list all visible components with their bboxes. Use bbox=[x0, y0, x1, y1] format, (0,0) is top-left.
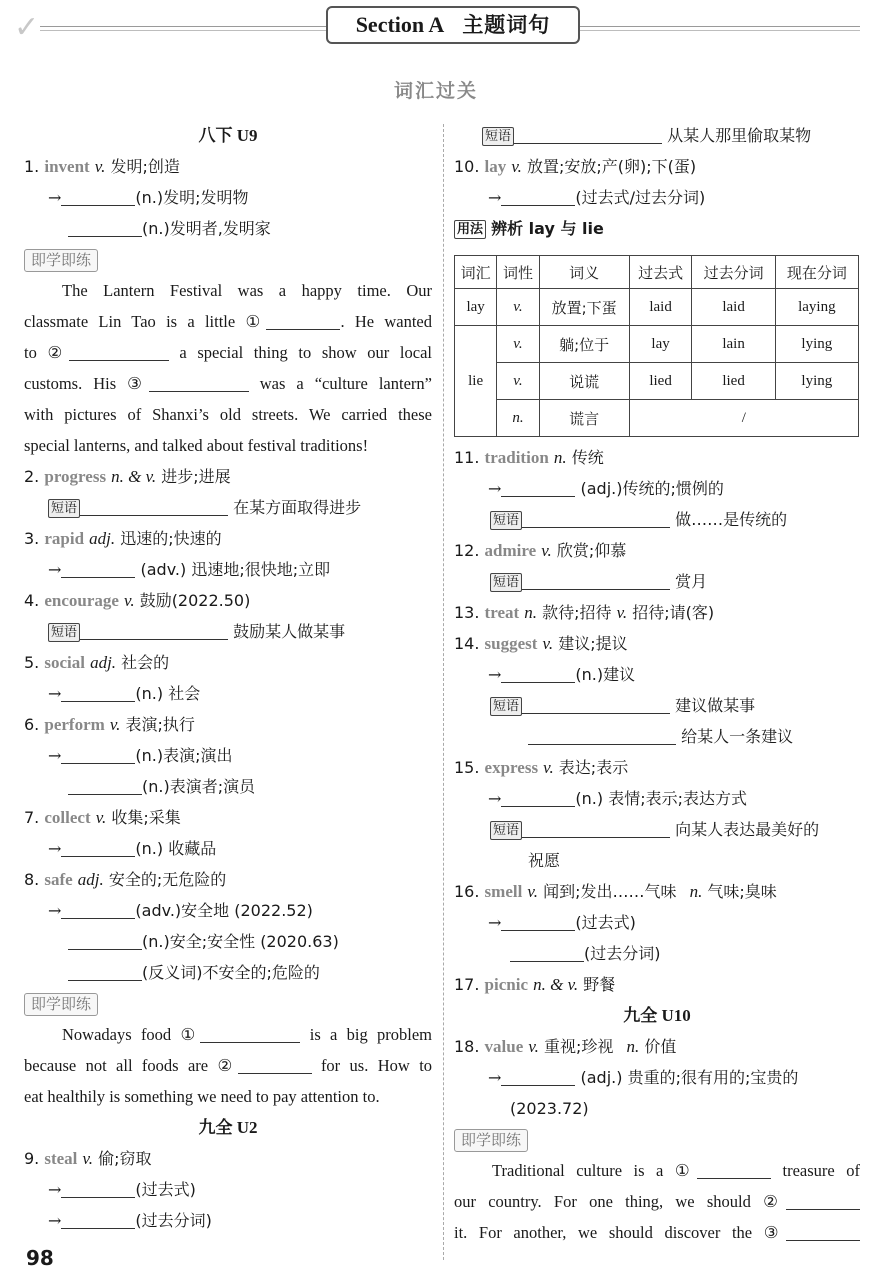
left-column bbox=[24, 120, 432, 1236]
answer-blank[interactable] bbox=[501, 912, 575, 931]
answer-blank[interactable] bbox=[61, 745, 135, 764]
derivative-line bbox=[24, 926, 432, 957]
derivative-line: → (adj.) 贵重的;很有用的;宝贵的 bbox=[488, 1068, 799, 1087]
table-cell: 躺;位于 bbox=[539, 326, 629, 363]
table-cell: v. bbox=[497, 363, 539, 400]
item-word: tradition bbox=[484, 448, 549, 467]
table-header-row bbox=[455, 256, 859, 289]
derivative-text: (n.)发明;发明物 bbox=[135, 188, 249, 207]
item-pos: v. bbox=[541, 541, 552, 560]
table-cell: n. bbox=[497, 400, 539, 437]
answer-blank[interactable] bbox=[68, 218, 142, 237]
item-word: safe bbox=[44, 870, 73, 889]
derivative-text: (n.) 收藏品 bbox=[135, 839, 217, 858]
item-word: rapid bbox=[44, 529, 85, 548]
section-header bbox=[326, 6, 580, 44]
item-number: 18. bbox=[454, 1037, 480, 1056]
answer-blank[interactable] bbox=[522, 819, 670, 838]
table-cell: lying bbox=[775, 363, 858, 400]
table-cell: lay bbox=[455, 289, 497, 326]
derivative-line: → (adv.)安全地 (2022.52) bbox=[48, 901, 313, 920]
unit-heading: 八下 U9 bbox=[198, 126, 258, 145]
item-number: 11. bbox=[454, 448, 480, 467]
answer-blank[interactable] bbox=[786, 1222, 860, 1241]
para-text: Traditional culture is a ① bbox=[492, 1161, 698, 1180]
derivative-line bbox=[454, 938, 860, 969]
answer-blank[interactable] bbox=[786, 1191, 860, 1210]
paragraph-line bbox=[24, 1019, 432, 1050]
answer-blank[interactable] bbox=[522, 571, 670, 590]
item-word: encourage bbox=[44, 591, 119, 610]
para-text: a special thing to show our local bbox=[179, 343, 432, 362]
phrase-line bbox=[24, 616, 432, 647]
derivative-text: (过去式/过去分词) bbox=[575, 188, 706, 207]
item-word: value bbox=[484, 1037, 524, 1056]
paragraph-line bbox=[24, 306, 432, 337]
table-cell: lay bbox=[629, 326, 692, 363]
phrase-meaning: 做……是传统的 bbox=[675, 510, 788, 529]
item-meaning: 野餐 bbox=[583, 975, 616, 994]
table-row bbox=[455, 289, 859, 326]
answer-blank[interactable] bbox=[61, 1179, 135, 1198]
para-text: treasure of bbox=[782, 1161, 860, 1180]
phrase-meaning: 建议做某事 bbox=[675, 696, 756, 715]
item-number: 17. bbox=[454, 975, 480, 994]
phrase-tag: 短语 bbox=[48, 623, 80, 642]
phrase-continuation: 祝愿 bbox=[528, 851, 561, 870]
item-meaning: 安全的;无危险的 bbox=[108, 870, 227, 889]
item-pos: v. bbox=[511, 157, 522, 176]
item-word: steal bbox=[44, 1149, 78, 1168]
answer-blank[interactable] bbox=[501, 788, 575, 807]
item-meaning: 欣赏;仰慕 bbox=[556, 541, 627, 560]
phrase-meaning: 向某人表达最美好的 bbox=[675, 820, 820, 839]
paragraph-line bbox=[24, 368, 432, 399]
item-pos: v. bbox=[616, 603, 628, 622]
item-pos: adj. bbox=[90, 653, 117, 672]
vocab-item-suggest bbox=[454, 628, 860, 659]
answer-blank[interactable] bbox=[149, 373, 249, 392]
table-cell: / bbox=[629, 400, 858, 437]
phrase-line bbox=[24, 492, 432, 523]
answer-blank[interactable] bbox=[68, 931, 142, 950]
derivative-line: → (过去式/过去分词) bbox=[488, 188, 706, 207]
answer-blank[interactable] bbox=[80, 621, 228, 640]
answer-blank[interactable] bbox=[61, 1210, 135, 1229]
paragraph-line bbox=[24, 337, 432, 368]
table-cell: lied bbox=[629, 363, 692, 400]
para-text: was a “culture lantern” bbox=[259, 374, 432, 393]
derivative-line: → (n.)建议 bbox=[488, 665, 636, 684]
derivative-text: (n.)表演;演出 bbox=[135, 746, 233, 765]
item-word: invent bbox=[44, 157, 90, 176]
vocab-item-progress bbox=[24, 461, 432, 492]
item-meaning: 社会的 bbox=[121, 653, 170, 672]
vocab-item-express bbox=[454, 752, 860, 783]
item-pos: n. bbox=[689, 882, 703, 901]
item-pos: n. bbox=[524, 603, 537, 622]
item-number: 8. bbox=[24, 870, 40, 889]
vocab-item-smell bbox=[454, 876, 860, 907]
table-cell: lie bbox=[455, 326, 497, 437]
item-number: 4. bbox=[24, 591, 40, 610]
item-meaning: 迅速的;快速的 bbox=[120, 529, 222, 548]
table-row bbox=[455, 326, 859, 363]
table-cell: v. bbox=[497, 326, 539, 363]
header-rule-left bbox=[40, 26, 326, 27]
item-pos: n. & v. bbox=[111, 467, 157, 486]
phrase-tag: 短语 bbox=[490, 697, 522, 716]
item-pos: n. & v. bbox=[533, 975, 579, 994]
answer-blank[interactable] bbox=[69, 342, 169, 361]
item-word: express bbox=[484, 758, 539, 777]
derivative-text: (过去式) bbox=[135, 1180, 196, 1199]
vocab-item-collect bbox=[24, 802, 432, 833]
para-text: for us. How to bbox=[320, 1056, 433, 1075]
answer-blank[interactable] bbox=[522, 695, 670, 714]
derivative-text: (adv.) 迅速地;很快地;立即 bbox=[140, 560, 331, 579]
table-header: 词性 bbox=[497, 256, 539, 289]
derivative-line: → (n.)表演;演出 bbox=[48, 746, 233, 765]
answer-blank[interactable] bbox=[238, 1055, 312, 1074]
vocab-item-encourage bbox=[24, 585, 432, 616]
item-number: 6. bbox=[24, 715, 40, 734]
practice-row bbox=[454, 1124, 860, 1155]
item-meaning: 偷;窃取 bbox=[98, 1149, 152, 1168]
derivative-text: (adj.) 贵重的;很有用的;宝贵的 bbox=[580, 1068, 799, 1087]
item-number: 7. bbox=[24, 808, 40, 827]
answer-blank[interactable] bbox=[200, 1024, 300, 1043]
item-number: 2. bbox=[24, 467, 40, 486]
item-word: collect bbox=[44, 808, 91, 827]
phrase-line bbox=[454, 690, 860, 721]
derivative-text: (过去分词) bbox=[135, 1211, 212, 1230]
item-meaning: 闻到;发出……气味 bbox=[543, 882, 677, 901]
header-rule-right bbox=[578, 26, 860, 27]
table-header: 过去式 bbox=[629, 256, 692, 289]
para-text: Nowadays food ① bbox=[62, 1025, 201, 1044]
answer-blank[interactable] bbox=[266, 311, 340, 330]
derivative-text: (n.) 社会 bbox=[135, 684, 201, 703]
item-number: 14. bbox=[454, 634, 480, 653]
item-meaning: 发明;创造 bbox=[110, 157, 180, 176]
table-row bbox=[455, 363, 859, 400]
section-label: Section A bbox=[355, 12, 445, 37]
usage-heading bbox=[454, 213, 860, 244]
item-pos: v. bbox=[95, 808, 107, 827]
phrase-line bbox=[454, 814, 860, 845]
table-cell: laid bbox=[692, 289, 775, 326]
item-word: progress bbox=[44, 467, 107, 486]
answer-blank[interactable] bbox=[501, 664, 575, 683]
phrase-meaning: 在某方面取得进步 bbox=[233, 498, 362, 517]
paragraph-line: The Lantern Festival was a happy time. Our bbox=[62, 281, 432, 300]
derivative-line: → (过去式) bbox=[48, 1180, 196, 1199]
item-pos: v. bbox=[124, 591, 135, 610]
answer-blank[interactable] bbox=[528, 726, 676, 745]
practice-row bbox=[24, 988, 432, 1019]
table-cell: v. bbox=[497, 289, 539, 326]
derivative-line bbox=[24, 771, 432, 802]
column-divider bbox=[443, 124, 444, 1260]
paragraph-line bbox=[454, 1155, 860, 1186]
derivative-text: (adv.)安全地 (2022.52) bbox=[135, 901, 313, 920]
vocab-item-rapid bbox=[24, 523, 432, 554]
vocab-item-perform bbox=[24, 709, 432, 740]
item-meaning: 招待;请(客) bbox=[632, 603, 715, 622]
phrase-line bbox=[454, 566, 860, 597]
answer-blank[interactable] bbox=[80, 497, 228, 516]
derivative-line: → (n.) 表情;表示;表达方式 bbox=[488, 789, 747, 808]
item-pos: v. bbox=[528, 1037, 539, 1056]
item-meaning: 传统 bbox=[571, 448, 604, 467]
item-number: 1. bbox=[24, 157, 40, 176]
table-header: 现在分词 bbox=[775, 256, 858, 289]
answer-blank[interactable] bbox=[61, 838, 135, 857]
phrase-line bbox=[454, 504, 860, 535]
section-topic: 主题词句 bbox=[462, 13, 551, 37]
table-cell: 谎言 bbox=[539, 400, 629, 437]
paragraph-line bbox=[454, 1186, 860, 1217]
practice-row bbox=[24, 244, 432, 275]
vocab-item-steal bbox=[24, 1143, 432, 1174]
item-number: 16. bbox=[454, 882, 480, 901]
para-text: . He wanted bbox=[340, 312, 433, 331]
item-meaning: 款待;招待 bbox=[542, 603, 612, 622]
vocab-item-lay bbox=[454, 151, 860, 182]
paragraph-line: with pictures of Shanxi’s old streets. We carried these bbox=[24, 405, 432, 424]
item-word: smell bbox=[484, 882, 523, 901]
table-cell: laid bbox=[629, 289, 692, 326]
derivative-text: (adj.)传统的;惯例的 bbox=[580, 479, 724, 498]
para-text: is a big problem bbox=[309, 1025, 433, 1044]
phrase-line bbox=[454, 721, 860, 752]
phrase-tag: 短语 bbox=[482, 127, 514, 146]
item-meaning: 鼓励(2022.50) bbox=[139, 591, 251, 610]
vocab-item-admire bbox=[454, 535, 860, 566]
derivative-line: → (过去式) bbox=[488, 913, 636, 932]
vocab-item-safe bbox=[24, 864, 432, 895]
answer-blank[interactable] bbox=[501, 1067, 575, 1086]
phrase-tag: 短语 bbox=[48, 499, 80, 518]
item-meaning: 表演;执行 bbox=[125, 715, 195, 734]
phrase-meaning: 从某人那里偷取某物 bbox=[667, 126, 812, 145]
item-meaning: 放置;安放;产(卵);下(蛋) bbox=[527, 157, 697, 176]
item-number: 3. bbox=[24, 529, 40, 548]
answer-blank[interactable] bbox=[68, 962, 142, 981]
answer-blank[interactable] bbox=[522, 509, 670, 528]
item-pos: adj. bbox=[77, 870, 104, 889]
table-cell: laying bbox=[775, 289, 858, 326]
item-pos: v. bbox=[542, 634, 554, 653]
phrase-tag: 短语 bbox=[490, 821, 522, 840]
item-pos: v. bbox=[527, 882, 538, 901]
phrase-line bbox=[454, 120, 860, 151]
item-meaning: 建议;提议 bbox=[558, 634, 628, 653]
item-pos: v. bbox=[82, 1149, 94, 1168]
table-cell: lied bbox=[692, 363, 775, 400]
item-pos: n. bbox=[626, 1037, 640, 1056]
derivative-line bbox=[24, 213, 432, 244]
answer-blank[interactable] bbox=[61, 559, 135, 578]
table-header: 词义 bbox=[539, 256, 629, 289]
item-word: picnic bbox=[484, 975, 528, 994]
derivative-text: (过去式) bbox=[575, 913, 636, 932]
item-number: 15. bbox=[454, 758, 480, 777]
para-text: because not all foods are ② bbox=[24, 1056, 238, 1075]
para-text: our country. For one thing, we should ② bbox=[454, 1192, 786, 1211]
item-pos: v. bbox=[109, 715, 121, 734]
answer-blank[interactable] bbox=[697, 1160, 771, 1179]
derivative-text: (n.)安全;安全性 (2020.63) bbox=[142, 932, 339, 951]
lay-lie-table bbox=[454, 255, 859, 437]
table-row bbox=[455, 400, 859, 437]
vocab-item-social bbox=[24, 647, 432, 678]
practice-label: 即学即练 bbox=[24, 249, 98, 272]
right-column-top bbox=[454, 120, 860, 244]
practice-label: 即学即练 bbox=[454, 1129, 528, 1152]
right-column-bottom bbox=[454, 442, 860, 1248]
item-number: 9. bbox=[24, 1149, 40, 1168]
check-mark-icon: ✓ bbox=[14, 10, 40, 45]
item-meaning: 价值 bbox=[644, 1037, 677, 1056]
item-word: lay bbox=[484, 157, 507, 176]
item-pos: n. bbox=[553, 448, 567, 467]
paragraph-line bbox=[454, 1217, 860, 1248]
vocab-title: 词汇过关 bbox=[393, 80, 478, 102]
answer-blank[interactable] bbox=[68, 776, 142, 795]
item-number: 5. bbox=[24, 653, 40, 672]
item-word: social bbox=[44, 653, 85, 672]
vocab-item-value bbox=[454, 1031, 860, 1062]
derivative-line: → (n.) 收藏品 bbox=[48, 839, 217, 858]
para-text: customs. His ③ bbox=[24, 374, 149, 393]
para-text: it. For another, we should discover the ③ bbox=[454, 1223, 786, 1242]
item-word: treat bbox=[484, 603, 520, 622]
header-rule-right-thin bbox=[578, 30, 860, 31]
answer-blank[interactable] bbox=[501, 478, 575, 497]
usage-title: 辨析 lay 与 lie bbox=[491, 219, 604, 238]
answer-blank[interactable] bbox=[510, 943, 584, 962]
derivative-text: (过去分词) bbox=[584, 944, 661, 963]
item-word: perform bbox=[44, 715, 105, 734]
para-text: to ② bbox=[24, 343, 69, 362]
item-meaning: 气味;臭味 bbox=[707, 882, 777, 901]
paragraph-line: special lanterns, and talked about festival traditions! bbox=[24, 436, 369, 455]
vocab-item-treat bbox=[454, 597, 860, 628]
answer-blank[interactable] bbox=[61, 900, 135, 919]
derivative-text: (反义词)不安全的;危险的 bbox=[142, 963, 320, 982]
table-cell: 放置;下蛋 bbox=[539, 289, 629, 326]
paragraph-line: eat healthily is something we need to pay attention to. bbox=[24, 1087, 380, 1106]
item-pos: v. bbox=[94, 157, 106, 176]
vocab-item-invent bbox=[24, 151, 432, 182]
derivative-text: (n.)表演者;演员 bbox=[142, 777, 256, 796]
phrase-meaning: 赏月 bbox=[675, 572, 708, 591]
derivative-line: → (n.) 社会 bbox=[48, 684, 201, 703]
unit-heading: 九全 U10 bbox=[623, 1006, 691, 1025]
answer-blank[interactable] bbox=[61, 187, 135, 206]
table-cell: lying bbox=[775, 326, 858, 363]
item-number: 12. bbox=[454, 541, 480, 560]
vocab-item-picnic bbox=[454, 969, 860, 1000]
page-number: 98 bbox=[26, 1246, 54, 1270]
derivative-line: → (n.)发明;发明物 bbox=[48, 188, 249, 207]
table-header: 词汇 bbox=[455, 256, 497, 289]
unit-heading: 九全 U2 bbox=[198, 1118, 258, 1137]
answer-blank[interactable] bbox=[514, 125, 662, 144]
para-text: classmate Lin Tao is a little ① bbox=[24, 312, 267, 331]
item-meaning: 重视;珍视 bbox=[544, 1037, 614, 1056]
table-cell: lain bbox=[692, 326, 775, 363]
derivative-text: (n.)发明者,发明家 bbox=[142, 219, 271, 238]
phrase-meaning: 给某人一条建议 bbox=[681, 727, 794, 746]
header-rule-left-thin bbox=[40, 30, 326, 31]
item-word: suggest bbox=[484, 634, 538, 653]
phrase-tag: 短语 bbox=[490, 573, 522, 592]
derivative-text: (n.) 表情;表示;表达方式 bbox=[575, 789, 747, 808]
table-cell: 说谎 bbox=[539, 363, 629, 400]
item-word: admire bbox=[484, 541, 537, 560]
item-meaning: 表达;表示 bbox=[558, 758, 629, 777]
usage-tag: 用法 bbox=[454, 220, 486, 239]
table-header: 过去分词 bbox=[692, 256, 775, 289]
item-number: 10. bbox=[454, 157, 480, 176]
answer-blank[interactable] bbox=[61, 683, 135, 702]
vocab-item-tradition bbox=[454, 442, 860, 473]
item-pos: v. bbox=[543, 758, 554, 777]
phrase-meaning: 鼓励某人做某事 bbox=[233, 622, 346, 641]
derivative-line: → (adj.)传统的;惯例的 bbox=[488, 479, 724, 498]
item-meaning: 进步;进展 bbox=[161, 467, 231, 486]
derivative-line: → (过去分词) bbox=[48, 1211, 212, 1230]
item-number: 13. bbox=[454, 603, 480, 622]
paragraph-line bbox=[24, 1050, 432, 1081]
phrase-tag: 短语 bbox=[490, 511, 522, 530]
derivative-text: (n.)建议 bbox=[575, 665, 636, 684]
derivative-line: → (adv.) 迅速地;很快地;立即 bbox=[48, 560, 331, 579]
practice-label: 即学即练 bbox=[24, 993, 98, 1016]
item-pos: adj. bbox=[89, 529, 116, 548]
derivative-line bbox=[24, 957, 432, 988]
answer-blank[interactable] bbox=[501, 187, 575, 206]
derivative-continuation: (2023.72) bbox=[510, 1099, 589, 1118]
item-meaning: 收集;采集 bbox=[111, 808, 181, 827]
